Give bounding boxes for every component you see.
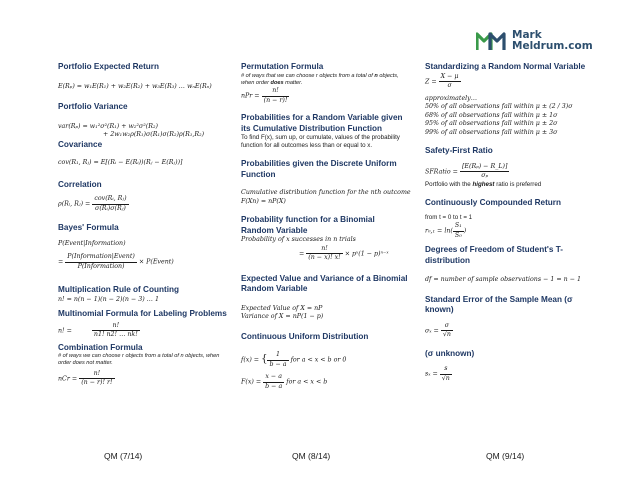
correlation-fraction <box>92 195 128 213</box>
portfolio-variance-line2: + 2w₁w₂ρ(R₁)σ(R₁)σ(R₂)ρ(R₁,R₂) <box>103 131 205 138</box>
combination-denominator: (n − r)! r! <box>81 379 113 387</box>
standardizing-title: Standardizing a Random Normal Variable <box>425 62 586 71</box>
portfolio-variance-title: Portfolio Variance <box>58 102 128 111</box>
binomial-denominator: (n − x)! x! <box>308 254 341 262</box>
multinomial-fraction <box>92 322 140 340</box>
continuous-compounded-desc: from t = 0 to t = 1 <box>425 214 473 221</box>
binomial-equals: = <box>299 250 305 258</box>
correlation-lhs: ρ(Rᵢ, Rⱼ) = <box>58 200 91 208</box>
se-known-fraction <box>441 322 453 340</box>
multinomial-formula <box>58 322 230 340</box>
permutation-lhs: nPr = <box>241 92 260 100</box>
cdf-fraction <box>263 373 284 391</box>
safety-first-formula <box>425 163 597 181</box>
sfratio-numerator: [E(Rₚ) − R_L)] <box>460 163 510 173</box>
sfratio-denominator: σₚ <box>481 172 489 179</box>
combination-numerator: n! <box>79 370 114 380</box>
rule-50: 50% of all observations fall within μ ± (2 / 3)σ <box>425 103 573 110</box>
permutation-fraction <box>262 87 290 105</box>
se-unknown-fraction <box>440 365 452 383</box>
correlation-formula <box>58 195 230 213</box>
bayes-title: Bayes' Formula <box>58 223 119 232</box>
binomial-rhs: × pˣ(1 − p)ⁿ⁻ˣ <box>344 250 389 258</box>
permutation-desc-n: n <box>374 72 378 79</box>
mm-logo-icon <box>476 31 506 51</box>
column-qm-7 <box>58 62 230 388</box>
expected-value-line: Expected Value of X = nP <box>241 304 323 312</box>
pdf-rhs: for a < x < b or 0 <box>290 356 347 364</box>
rule-68: 68% of all observations fall within μ ± 1σ <box>425 111 558 119</box>
se-unknown-lhs: sₓ = <box>425 370 438 378</box>
footer-page-7: QM (7/14) <box>104 451 143 461</box>
multiplication-formula: n! = n(n − 1)(n − 2)(n − 3) … 1 <box>58 295 159 303</box>
permutation-desc-post: matter. <box>283 79 303 86</box>
cdf-desc: To find F(x), sum up, or cumulate, values of the probability function for all outcomes less than or equal to x. <box>241 134 400 150</box>
continuous-uniform-pdf: f(x) = { $\frac{1}{b - a}$ for a < x < b or 0 <box>241 351 347 368</box>
cdf-denominator: b − a <box>265 382 283 390</box>
combination-desc: # of ways we can choose r objects from a total of n objects, when order does not matter. <box>58 353 220 367</box>
safety-desc-highest: highest <box>472 180 495 188</box>
se-known-numerator: σ <box>441 322 453 332</box>
pdf-lhs: f(x) = <box>241 356 260 364</box>
multiplication-title: Multiplication Rule of Counting <box>58 285 179 294</box>
combination-title: Combination Formula <box>58 342 143 352</box>
dof-formula: df = number of sample observations − 1 = n − 1 <box>425 276 581 283</box>
continuous-compounded-title: Continuously Compounded Return <box>425 197 561 207</box>
approx-label: approximately… <box>425 94 478 102</box>
sfratio-fraction <box>460 163 510 181</box>
multinomial-title: Multinomial Formula for Labeling Problems <box>58 309 227 318</box>
discrete-uniform-line2: F(Xn) = nP(X) <box>241 197 286 205</box>
permutation-denominator: (n − r)! <box>263 96 288 104</box>
bayes-formula <box>58 253 230 271</box>
ln-denominator: S₀ <box>454 231 462 239</box>
permutation-desc-pre: # of ways that we can choose r objects from a total of <box>241 72 375 79</box>
continuous-uniform-cdf <box>241 373 409 391</box>
bayes-denominator: P(Information) <box>77 262 125 270</box>
logo-line1: Mark <box>512 29 542 41</box>
variance-line: Variance of X = nP(1 − p) <box>241 313 324 321</box>
discrete-uniform-line1: Cumulative distribution function for the nth outcome <box>241 189 411 197</box>
footer-page-8: QM (8/14) <box>292 451 331 461</box>
ln-lhs: r₀,₁ = ln( <box>425 227 453 235</box>
pdf-fraction <box>267 351 288 369</box>
brand-logo <box>476 30 593 52</box>
dof-title: Degrees of Freedom of Student's T-distribution <box>425 245 563 265</box>
z-numerator: X − μ <box>439 73 461 83</box>
safety-first-desc <box>425 181 597 189</box>
cdf-lhs: F(x) = <box>241 378 262 386</box>
permutation-desc <box>241 73 409 88</box>
logo-text <box>512 30 593 52</box>
bayes-fraction <box>65 253 137 271</box>
standardizing-formula <box>425 73 597 91</box>
safety-first-title: Safety-First Ratio <box>425 146 493 155</box>
ln-numerator: S₁ <box>453 222 464 232</box>
permutation-desc-does: does <box>270 79 284 86</box>
expected-variance-title: Expected Value and Variance of a Binomial Random Variable <box>241 273 408 294</box>
rule-99: 99% of all observations fall within μ ± 3σ <box>425 128 558 136</box>
sigma-unknown-title: (σ unknown) <box>425 348 475 358</box>
ln-rhs: ) <box>463 227 467 235</box>
portfolio-expected-return-title: Portfolio Expected Return <box>58 62 159 71</box>
binomial-numerator: n! <box>306 245 342 255</box>
safety-desc-pre: Portfolio with the <box>425 180 473 188</box>
multinomial-numerator: n! <box>92 322 140 332</box>
permutation-formula <box>241 87 409 105</box>
multinomial-denominator: n1! n2! … nk! <box>93 331 138 338</box>
se-unknown-denominator: √n <box>441 374 450 382</box>
combination-formula <box>58 370 230 388</box>
column-qm-9 <box>425 62 597 383</box>
sfratio-lhs: SFRatio = <box>425 168 458 175</box>
permutation-title: Permutation Formula <box>241 62 324 71</box>
column-qm-8 <box>241 62 409 391</box>
safety-desc-post: ratio is preferred <box>494 180 542 188</box>
rule-95: 95% of all observations fall within μ ± 2σ <box>425 120 558 127</box>
continuous-compounded-formula <box>425 222 597 240</box>
portfolio-expected-return-formula: E(Rₚ) = w₁E(R₁) + w₂E(R₂) + w₃E(R₃) … wₙE(Rₙ) <box>58 82 212 90</box>
portfolio-variance-line1: var(Rₚ) = w₁²σ²(R₁) + w₂²σ²(R₂) <box>58 122 158 130</box>
cdf-rhs: for a < x < b <box>286 378 328 386</box>
z-fraction <box>439 73 461 91</box>
correlation-title: Correlation <box>58 179 102 189</box>
combination-fraction <box>79 370 114 388</box>
ln-fraction <box>453 222 467 240</box>
std-error-unknown-formula <box>425 365 597 383</box>
correlation-numerator: cov(Rᵢ, Rⱼ) <box>92 195 128 205</box>
se-unknown-numerator: s <box>440 365 452 375</box>
correlation-denominator: σ(Rᵢ)σ(Rⱼ) <box>95 204 126 212</box>
covariance-title: Covariance <box>58 139 103 149</box>
permutation-desc-mid: objects, when order <box>241 72 399 86</box>
binomial-desc: Probability of x successes in n trials <box>241 236 356 244</box>
binomial-fraction <box>306 245 342 263</box>
permutation-numerator: n! <box>262 87 290 97</box>
continuous-uniform-title: Continuous Uniform Distribution <box>241 331 369 341</box>
cdf-title: Probabilities for a Random Variable given its Cumulative Distribution Function <box>241 113 403 133</box>
bayes-line1: P(Event|Information) <box>58 239 126 247</box>
pdf-denominator: b − a <box>269 360 287 368</box>
multinomial-lhs: n! = <box>58 327 72 334</box>
bayes-rhs: × P(Event) <box>138 258 174 266</box>
binomial-title: Probability function for a Binomial Random Variable <box>241 215 375 235</box>
binomial-formula <box>241 245 409 263</box>
logo-line2: Meldrum.com <box>512 40 593 52</box>
covariance-formula: cov(R₁, Rⱼ) = E[(Rᵢ − E(Rᵢ))(Rⱼ − E(Rⱼ))] <box>58 159 183 166</box>
bayes-equals: = <box>58 258 64 266</box>
z-denominator: σ <box>447 82 452 89</box>
pdf-numerator: 1 <box>267 351 288 361</box>
combination-lhs: nCr = <box>58 375 78 383</box>
z-lhs: Z = <box>425 78 437 85</box>
std-error-title: Standard Error of the Sample Mean (σ known) <box>425 294 573 314</box>
cdf-numerator: x − a <box>263 373 284 383</box>
se-known-lhs: σₓ = <box>425 327 439 334</box>
se-known-denominator: √n <box>442 331 451 338</box>
footer-page-9: QM (9/14) <box>486 451 525 461</box>
bayes-numerator: P(Information|Event) <box>65 253 137 263</box>
discrete-uniform-title: Probabilities given the Discrete Uniform Function <box>241 159 397 179</box>
std-error-known-formula <box>425 322 597 340</box>
